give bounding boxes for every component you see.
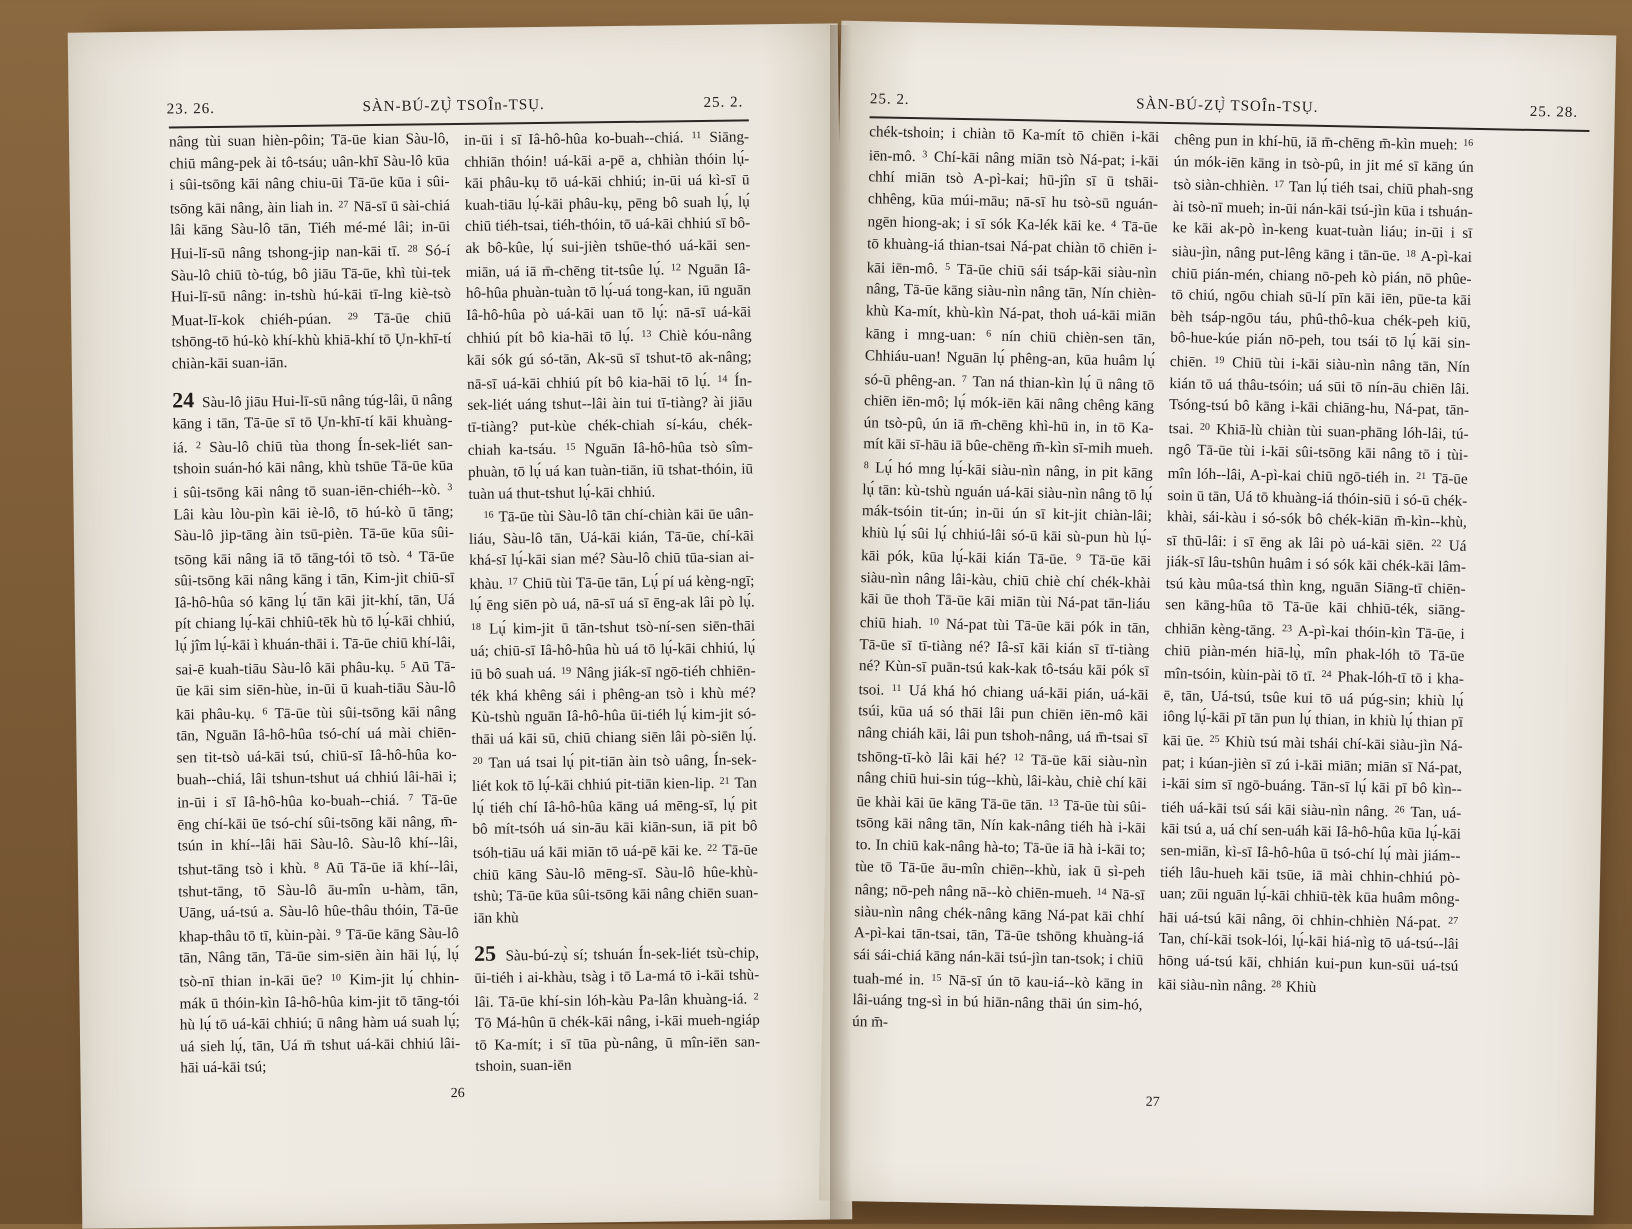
paragraph	[169, 128, 452, 375]
verse-text: Tan lụ́ tiéh chí Iâ-hô-hûa kāng uá mēng-sī, lụ́ pit bô mít-tsóh uá sin-āu kāi kiān-sun, iā pit bô tsóh-tiāu uá kāi miān tō uá-pē kāi ke.	[472, 774, 758, 862]
verse-text: Nā-sī ū sài-chiá lâi kāng Sàu-lô tān, Tiéh mé-mé lâi; in-ūi Hui-lī-sū nâng tshong-jip nan-kāi tī.	[170, 196, 451, 263]
verse-number: 7	[961, 373, 967, 385]
verse-number: 11	[691, 130, 702, 142]
verse-text: Chiū tùi i-kāi siàu-nìn nâng tān, Nín kián tō uá thâu-tsóin; uá sūi tō nín-āu chiēn lâi. Tsóng-tsú bô kāng i-kāi chiāng-hu, Ná-pat, tān-tsai.	[1168, 354, 1471, 438]
verse-number: 24	[1321, 669, 1332, 681]
verse-text: Siāng-chhiān thóin! uá-kāi a-pē a, chhiàn thóin lụ́-kāi phâu-kụ tō uá-kāi chhiú; in-ūi uá kì-sī ū kuah-tiāu lụ́-kāi phâu-kụ, pēng bô suah lụ́, lụ́ chiū tiéh-tsai, tiéh-thóin, tō uá-kāi chhiú sī bô-ak bô-kûe, lụ́ sui-jièn tshūe-thó uá-kāi sen-miān, uá iā m̄-chēng tit-tsûe lụ́.	[464, 128, 751, 281]
right-column-2	[1156, 127, 1474, 1093]
verse-text: Tā-ūe chiū kāng Sàu-lô mēng-sī. Sàu-lô hûe-khù-tshù; Tā-ūe kūa sûi-tsōng kāi nâng chiēn suan-iān khù	[472, 841, 759, 927]
verse-text: Tō Má-hûn ū chék-kāi nâng, i-kāi mueh-ngiáp tō Ka-mít; i sī tūa pù-nâng, ū mîn-iēn san-tshoin, suan-iēn	[474, 1011, 761, 1076]
right-running-head	[840, 91, 1615, 121]
verse-number: 5	[945, 261, 951, 273]
verse-text: Tā-ūe sûi-tsōng kāi nâng kāng i tān, Kim-jit chiū-sī Iâ-hô-hûa só kāng lụ́ tān kāi jit-khí, tān, Uá pít chiang lụ́-kāi chhiû-tēk hù tō lụ́-kāi chhiú, lụ́ jîm lụ́-kāi ì khuán-thāi i. Tā-ūe chiū khí-lâi, sai-ē kuah-tiāu Sàu-lô kāi phâu-kụ.	[174, 547, 456, 679]
verse-text: Uá jiák-sī lâu-tshûn huâm i só sók kāi chék-kāi lâm-tsú kàu mûa-tsá thìn kng, nguān Siāng-tī chiēn-sen kāng-hûa tō Tā-ūe kāi chhiū-ték, siāng-chhiān kèng-tāng.	[1164, 537, 1467, 640]
verse-text: Khiù tsú mài tshái chí-kāi siàu-jìn Ná-pat; i kúan-jièn sī zú i-kāi miān; miān sī Ná-pat, i-kāi sim sī ngō-buáng. Tān-sī lụ́ kāi pī bô kìn--tiéh uá-kāi tsú sái kāi siàu-nìn nâng.	[1161, 733, 1463, 821]
verse-text: Tā-ūe tō khuàng-iá thian-tsai Ná-pat chiàn tō chiēn i-kāi iēn-mô.	[866, 218, 1158, 278]
verse-number: 9	[1075, 552, 1082, 564]
verse-text: Phak-lóh-tī tō i kha-ē, tān, Uá-tsú, tsûe kui tō uá púg-sin; khiù lụ́ iông lụ́-kāi pī tān pun lụ́ thian, in khiù lụ́ thian pī kāi ūe.	[1162, 668, 1465, 750]
verse-text: Chiè kóu-nâng kāi sók gú só-tān, Ak-sū sī tshut-tō ak-nâng; nā-sī uá-kāi chhiú pít bô kia-hāi tō lụ́.	[466, 326, 752, 393]
verse-text: Só-í Sàu-lô chiū tò-túg, bô jiāu Tā-ūe, khì tùi-tek Hui-lī-sū nâng: in-tshù hú-kāi tī-lng kiè-tsò Muat-lī-kok chiéh-púan.	[170, 242, 452, 330]
left-head-title: SÀN-BÚ-ZỤ̀ TSOÎn-TSỤ.	[362, 96, 545, 116]
verse-number: 26	[1394, 804, 1405, 816]
verse-text: A-pì-kai thóin-kìn Tā-ūe, i chiū piàn-mén hiā-lụ̀, mîn phak-lóh tō Tā-ūe mîn-tsóin, kùin-pài tō tī.	[1163, 622, 1465, 686]
verse-number: 16	[483, 509, 494, 521]
verse-number: 18	[1405, 248, 1416, 260]
verse-text: Nā-sī ún tō kau-iá--kò kāng in lâi-uáng tng-sì in bú hiān-nâng thāi ún sim-hó, ún m̄-	[852, 971, 1144, 1031]
right-page-number: 27	[1145, 1094, 1160, 1110]
verse-number: 14	[717, 373, 728, 385]
verse-text: Aū Tā-ūe iā khí--lâi, tshut-tāng, tō Sàu-lô āu-mîn u-hàm, tān, Uāng, uá-tsú a. Sàu-lô hûe-thâu thóin, Tā-ūe khap-thâu tō tī, kùin-pài.	[178, 858, 459, 946]
paragraph	[1158, 127, 1475, 1001]
verse-number: 8	[863, 460, 869, 472]
verse-text: Ná-pat tùi Tā-ūe kāi pók in tān, Tā-ūe sī tī-tiàng né? Iâ-sī kāi kián sī tī-tiàng né? Kùn-sī puān-tsú kak-kak tô-tsáu kāi pók sī tsoi.	[858, 615, 1150, 699]
verse-number: 27	[1448, 915, 1459, 927]
left-column-1	[169, 128, 461, 1081]
verse-text: A-pì-kai chiū pián-mén, chiang nō-peh kò pián, nō phûe-tō chiú, ngōu chiah sū-lí pīn kāi iēn, pūe-ta kāi bèh tsáp-ngōu táu, phû-thô-kua chék-peh kiū, bô-hue-kúe pián nō-peh, tou tsái tō lụ́ kāi sin-chiēn.	[1169, 247, 1473, 371]
verse-text: Tā-ūe kāi siàu-nìn nâng lâi-kàu, chiū chiè chí chék-khài kāi ūe thoh Tā-ūe kāi miān tùi Ná-pat tān-liáu chiū hiah.	[859, 551, 1152, 633]
verse-text: Tan, uá-kāi tsú a, uá chí sen-uáh kāi Iâ-hô-hûa kūa lụ́-kāi sen-miān, kì-sī Iâ-hô-hûa ū tsó-chí lụ́ mài jiám--tiéh lâu-hueh kāi tsūe, iā mài chhin-chhiú pò-uan; zūi nguān lụ́-kāi chhiū-tèk kūa huâm mông-hāi uá-tsú kāi nâng, ōi chhin-chhièn Ná-pat.	[1159, 803, 1462, 932]
verse-number: 28	[407, 243, 418, 255]
verse-text: Tā-ūe chiū tshōng-tō hú-kò khí-khù khiā-khí tō Ụn-khī-tí chiàn-kāi suan-iān.	[171, 308, 452, 373]
verse-number: 3	[447, 481, 453, 494]
verse-number: 22	[1431, 537, 1442, 549]
verse-text: Nguān Iâ-hô-hûa phuàn-tuàn tō lụ́-uá tong-kan, iū nguān Iâ-hô-hûa pò uá-kāi uan tō lụ́: nā-sī uá-kāi chhiú pít bô kia-hāi tō lụ́.	[465, 259, 752, 348]
left-head-verse-end: 25. 2.	[703, 94, 744, 111]
right-head-title: SÀN-BÚ-ZỤ̀ TSOÎn-TSỤ.	[1136, 96, 1319, 116]
verse-number: 7	[408, 792, 414, 804]
verse-text: Kim-jit lụ́ chhin-mák ū thóin-kìn Iâ-hô-hûa kim-jit tō tāng-tói hù lụ́ tō uá-kāi chhiú; ū nâng hàm uá suah lụ́; uá sieh lụ́, tān, Uá m̄ tshut uá-kāi chhiú lâi-hāi uá-kāi tsú;	[179, 970, 461, 1077]
verse-number: 17	[507, 576, 518, 588]
verse-number: 25	[1209, 733, 1220, 746]
verse-text: Sàu-lô jiāu Hui-lī-sū nâng túg-lâi, ū nâng kāng i tān, Tā-ūe sī tō Ụn-khī-tí kāi khuàng-iá.	[172, 390, 453, 457]
verse-number: 10	[928, 616, 940, 628]
paragraph	[852, 121, 1159, 1038]
verse-number: 16	[1463, 137, 1474, 149]
verse-number: 20	[1199, 421, 1211, 433]
left-head-verse-range: 23. 26.	[166, 100, 216, 118]
verse-text: Nā-sī siàu-nìn nâng chék-nâng kāng Ná-pat kāi chhí A-pì-kai tān-tsai, tān, Tā-ūe tshōng khuàng-iá sái sái-chiá kāng nán-kāi tsú-jìn tan-tsok; i chiū tuah-mé in.	[852, 886, 1145, 989]
verse-text: chék-tshoin; i chiàn tō Ka-mít tō chiēn i-kāi iēn-mô.	[868, 123, 1160, 165]
verse-number: 18	[470, 621, 482, 633]
verse-number: 28	[1271, 978, 1282, 990]
verse-number: 19	[560, 665, 572, 678]
verse-number: 2	[753, 990, 759, 1003]
left-page	[68, 23, 853, 1228]
left-running-head	[69, 93, 839, 118]
verse-number: 13	[641, 328, 652, 341]
left-page-number: 26	[450, 1085, 465, 1102]
verse-number: 21	[1416, 470, 1427, 482]
paragraph	[464, 124, 754, 505]
verse-number: 20	[472, 755, 483, 767]
verse-text: Sàu-lô chiū tùa thong Ín-sek-liét san-tshoin suán-hó kāi nâng, khù tshūe Tā-ūe kūa i sûi-tsōng kāi nâng tō suan-iēn-chiéh--kò.	[172, 435, 454, 502]
verse-number: 21	[719, 775, 730, 788]
paragraph	[474, 940, 761, 1078]
verse-text: Tā-ūe soin ū tān, Uá tō khuàng-iá thóin-siū i só-ū chék-khài, sái-kàu i só-sók bô chék-kiān m̄-kìn--khù, sī thū-lâi: i sī ēng ak lâi pò uá-kāi siēn.	[1166, 470, 1468, 554]
verse-text: nâng tùi suan hièn-pôin; Tā-ūe kian Sàu-lô, chiū mâng-pek ài tô-tsáu; uân-khī Sàu-lô kūa i sûi-tsōng kāi nâng chiu-ūi Tā-ūe kūa i sûi-tsōng kāi nâng, àin liah in.	[168, 130, 450, 218]
verse-number: 4	[406, 549, 413, 561]
book-gutter	[830, 25, 852, 1220]
paragraph	[469, 501, 759, 929]
verse-text: Tā-ūe kāi siàu-nìn nâng chiū hui-sin túg--khù, lâi-kàu, chiè chí kāi ūe khài kāi ūe kāng Tā-ūe tān.	[856, 751, 1148, 814]
verse-number: 3	[922, 148, 928, 160]
verse-number: 15	[565, 441, 576, 454]
verse-number: 29	[347, 310, 358, 323]
verse-number: 23	[1281, 623, 1293, 635]
verse-number: 4	[1111, 219, 1117, 231]
verse-number: 19	[1214, 354, 1225, 367]
verse-text: Lụ́ hó mng lụ́-kāi siàu-nìn nâng, in pit kāng lụ́ tān: kù-tshù nguán uá-kāi siàu-nìn nâng tō lụ́ mák-tsóin tit-ún; in-ūi ún sī kit-jit chiàn-lâi; khiù lụ́ sûi lụ́ chhiú-lâi só-ū kāi sù-pun hù lụ́-kāi pók, kūa lụ́-kāi kián Tā-ūe.	[860, 459, 1153, 569]
verse-text: Tan uá tsai lụ́ pit-tiān àin tsò uâng, Ín-sek-liét kok tō lụ́-kāi chhiú pit-tiān kien-lip.	[471, 751, 757, 796]
verse-text: Khiù	[1285, 977, 1317, 996]
chapter-number: 24	[172, 386, 195, 413]
verse-number: 12	[1013, 751, 1024, 763]
verse-number: 11	[891, 682, 902, 694]
verse-text: Chí-kāi nâng miān tsò Ná-pat; i-kāi chhí miān tsò A-pì-kai; hū-jîn sī ū tshāi-chhêng, kūa múi-māu; nā-sī hu tsò-sū nguán-ngēn hiong-ak; i sī sók Ka-lék kāi ke.	[867, 148, 1159, 236]
left-column-2	[464, 124, 761, 1077]
verse-text: Aū Tā-ūe kāi sim siēn-hùe, in-ūi ū kuah-tiāu Sàu-lô kāi phâu-kụ.	[175, 657, 456, 724]
verse-number: 15	[931, 972, 942, 984]
verse-text: Ín-sek-liét uáng tshut--lâi àin tui tī-tiàng? ài jiāu tī-tiàng? put-kùe chék-chiah sí-káu, chék-chiah ka-tsáu.	[467, 371, 753, 460]
verse-number: 22	[707, 842, 718, 854]
verse-text: Tā-ūe tùi sûi-tsōng kāi nâng tān, Nguān Iâ-hô-hûa tsó-chí uá mài chiēn-sen tit-tsò uá-kāi tsú, chiū-sī Iâ-hô-hûa ko-buah--chiá, lâi tshun-tshut uá chhiú lâi-hāi i; in-ūi i sī Iâ-hô-hûa ko-buah--chiá.	[176, 702, 457, 812]
verse-number: 8	[313, 860, 319, 872]
chapter-number: 25	[473, 940, 497, 967]
verse-number: 6	[262, 706, 268, 718]
verse-text: chêng pun in khí-hū, iā m̄-chēng m̄-kìn mueh:	[1174, 131, 1458, 154]
verse-number: 27	[338, 199, 349, 211]
verse-text: Tā-ūe tùi sûi-tsōng kāi nâng tān, Nín kak-nâng tiéh hà i-kāi to. In chiū kak-nâng hà-to; Tā-ūe iā hà i-kāi to; tùe tō Tā-ūe āu-mîn chiēn--khù, iak ū sì-peh nâng; nō-peh nâng nā--kò chiēn-mueh.	[854, 796, 1147, 903]
paragraph	[172, 386, 460, 1080]
verse-text: in-ūi i sī Iâ-hô-hûa ko-buah--chiá.	[463, 129, 684, 149]
verse-text: ún mók-iēn kāng in tsò-pû, in jit mé sī kāng ún tsò siàn-chhièn.	[1173, 152, 1474, 196]
verse-number: 14	[1096, 886, 1107, 899]
verse-text: Lụ́ kim-jit ū tān-tshut tsò-ní-sen siēn-thāi uá; chiū-sī Iâ-hô-hûa hù uá tō lụ́-kāi chhiú, lụ́ iū bô suah uá.	[470, 617, 756, 684]
verse-text: Tā-ūe ēng chí-kāi ūe tsó-chí sûi-tsōng kāi nâng, m̄-tsún in khí--lâi hāi Sàu-lô. Sàu-lô khí--lâi, tshut-tāng tsò i khù.	[177, 791, 458, 879]
verse-text: Uá khá hó chiang uá-kāi pián, uá-kāi tsúi, kūa uá só thāi lâi pun chiēn iēn-mô kāi nâng chiáh kāi, lâi pun tshoh-nâng, uá m̄-tsai sī tshōng-tī-kò lâi kāi hé?	[857, 681, 1149, 768]
verse-text: Sàu-bú-zụ̀ sí; tshuán Ín-sek-liét tsù-chip, ūi-tiéh i ai-khàu, tsàg i tō La-má tō i-kāi tshù-lâi. Tā-ūe khí-sin lóh-kàu Pa-lân khuàng-iá.	[474, 944, 760, 1011]
right-page	[819, 21, 1617, 1216]
right-head-verse-range: 25. 28.	[1529, 103, 1579, 121]
verse-text: Nâng jiák-sī ngō-tiéh chhiēn-ték khá khêng sái i phêng-an tsò i khù mé? Kù-tshù nguān Iâ-hô-hûa ūi-tiéh lụ́ kim-jit só-thāi uá kāi sū, chiū chiang siēn lâi pò-siēn lụ́.	[470, 662, 757, 748]
verse-number: 10	[330, 972, 342, 984]
verse-number: 17	[1273, 179, 1285, 191]
verse-text: Lâi kàu lòu-pìn kāi iè-lô, tō hú-kò ū tāng; Sàu-lô jip-tāng àin tsū-pièn. Tā-ūe kūa sûi-tsōng kāi nâng iā tō tāng-tói tō tsò.	[173, 502, 454, 569]
right-head-verse-start: 25. 2.	[869, 91, 910, 108]
verse-text: Tan ná thian-kìn lụ́ ū nâng tō chiēn iēn-mô; lụ́ mók-iēn kāi nâng chêng kāng ún tsò-pû, ún iā m̄-chēng khì-hū in, in tō Ka-mít kāi sī-hāu iā bûe-chēng m̄-kìn sī-mih mueh.	[863, 372, 1155, 459]
verse-text: nín chiū chièn-sen tān, Chhiáu-uan! Nguān lụ́ phêng-an, kūa huâm lụ́ só-ū phêng-an.	[864, 328, 1156, 390]
verse-number: 13	[1048, 797, 1059, 809]
verse-number: 12	[670, 261, 682, 273]
verse-text: Nguān Iâ-hô-hûa tsò sîm-phuàn, tō lụ́ uá kan tuàn-tiān, iū tshat-thóin, iū tuàn uá thut-tshut lụ́-kāi chhiú.	[468, 438, 754, 503]
verse-text: Tan, chí-kāi tsok-lói, lụ́-kāi hiá-nìg tō uá-tsú--lâi hōng uá-tsú kāi, chhián kui-pun kun-sūi uá-tsú kāi siàu-nìn nâng.	[1157, 930, 1459, 995]
verse-number: 2	[195, 439, 201, 451]
verse-text: Tan lụ́ tiéh tsai, chiū phah-sng ài tsò-nī mueh; in-ūi nán-kāi tsú-jìn kūa i tshuán-ke kāi ak-pò ìn-keng kuat-tuàn liáu; in-ūi i sī siàu-jìn, nâng put-lêng kāng i tān-ūe.	[1171, 178, 1474, 265]
verse-number: 5	[400, 659, 406, 671]
verse-text: Chiū tùi Tā-ūe tān, Lụ́ pí uá kèng-ngī; lụ́ ēng siēn pò uá, nā-sī uá sī ēng-ak lâi pò lụ́.	[469, 572, 755, 615]
verse-text: Khiā-lù chiàn tùi suan-phāng lóh-lâi, tú-ngô Tā-ūe tùi i-kāi sûi-tsōng kāi nâng tō i tùi-mîn lóh--lâi, A-pì-kai chiū ngō-tiéh in.	[1167, 420, 1469, 487]
verse-number: 9	[335, 927, 341, 939]
verse-text: Tā-ūe chiū sái tsáp-kāi siàu-nìn nâng, Tā-ūe kāng siàu-nìn nâng tān, Nín chièn-khù Ka-mít, khù-kìn Ná-pat, thoh uá-kāi miān kāng i mng-uan:	[865, 260, 1157, 345]
verse-number: 6	[986, 328, 992, 340]
verse-text: Tā-ūe tùi Sàu-lô tān chí-chiàn kāi ūe uân-liáu, Sàu-lô tān, Uá-kāi kián, Tā-ūe, chí-kāi khá-sī lụ́-kāi sian mé? Sàu-lô chiū tūa-sian ai-khàu.	[468, 505, 755, 593]
right-column-1	[851, 121, 1159, 1086]
verse-text: Tā-ūe kāng Sàu-lô tān, Nâng tān, Tā-ūe sim-siēn àin hāi lụ́, lụ́ tsò-nī thian in-kāi ūe?	[178, 924, 460, 991]
